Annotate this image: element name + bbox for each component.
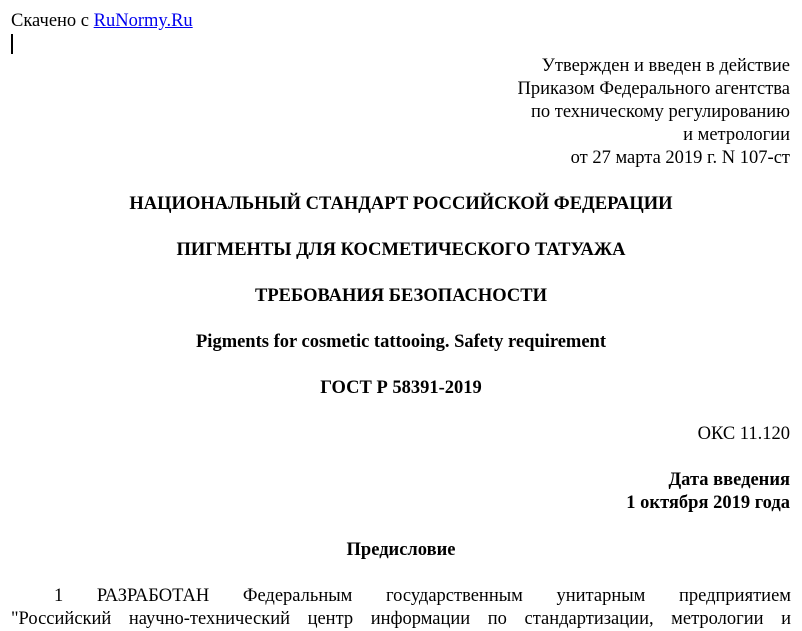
foreword-paragraph-line: "Российский научно-технический центр информации по стандартизации, метрологии и: [11, 609, 791, 629]
introduction-label: Дата введения: [668, 470, 790, 490]
standard-subtitle-ru: ТРЕБОВАНИЯ БЕЗОПАСНОСТИ: [254, 286, 547, 306]
national-standard-title: НАЦИОНАЛЬНЫЙ СТАНДАРТ РОССИЙСКОЙ ФЕДЕРАЦИИ: [129, 194, 673, 214]
standard-name-ru: ПИГМЕНТЫ ДЛЯ КОСМЕТИЧЕСКОГО ТАТУАЖА: [176, 240, 626, 260]
foreword-paragraph-line: 1 РАЗРАБОТАН Федеральным государственным унитарным предприятием: [54, 586, 791, 606]
approval-line: по техническому регулированию: [530, 102, 790, 122]
introduction-date: 1 октября 2019 года: [626, 493, 790, 513]
approval-line: Утвержден и введен в действие: [541, 56, 790, 76]
approval-block: [518, 55, 791, 170]
approval-line: Приказом Федерального агентства: [517, 79, 790, 99]
text-cursor: [11, 34, 13, 54]
runormy-link[interactable]: RuNormy.Ru: [93, 11, 193, 31]
foreword-paragraph: [11, 585, 791, 631]
standard-name-en: Pigments for cosmetic tattooing. Safety requirement: [196, 332, 606, 352]
gost-number: ГОСТ Р 58391-2019: [320, 378, 482, 398]
source-prefix: Скачено с: [11, 11, 94, 31]
source-line: [11, 9, 193, 33]
foreword-heading: Предисловие: [346, 540, 456, 560]
oks-code: ОКС 11.120: [697, 424, 790, 444]
approval-line: и метрологии: [683, 125, 790, 145]
approval-line: от 27 марта 2019 г. N 107-ст: [570, 148, 790, 168]
